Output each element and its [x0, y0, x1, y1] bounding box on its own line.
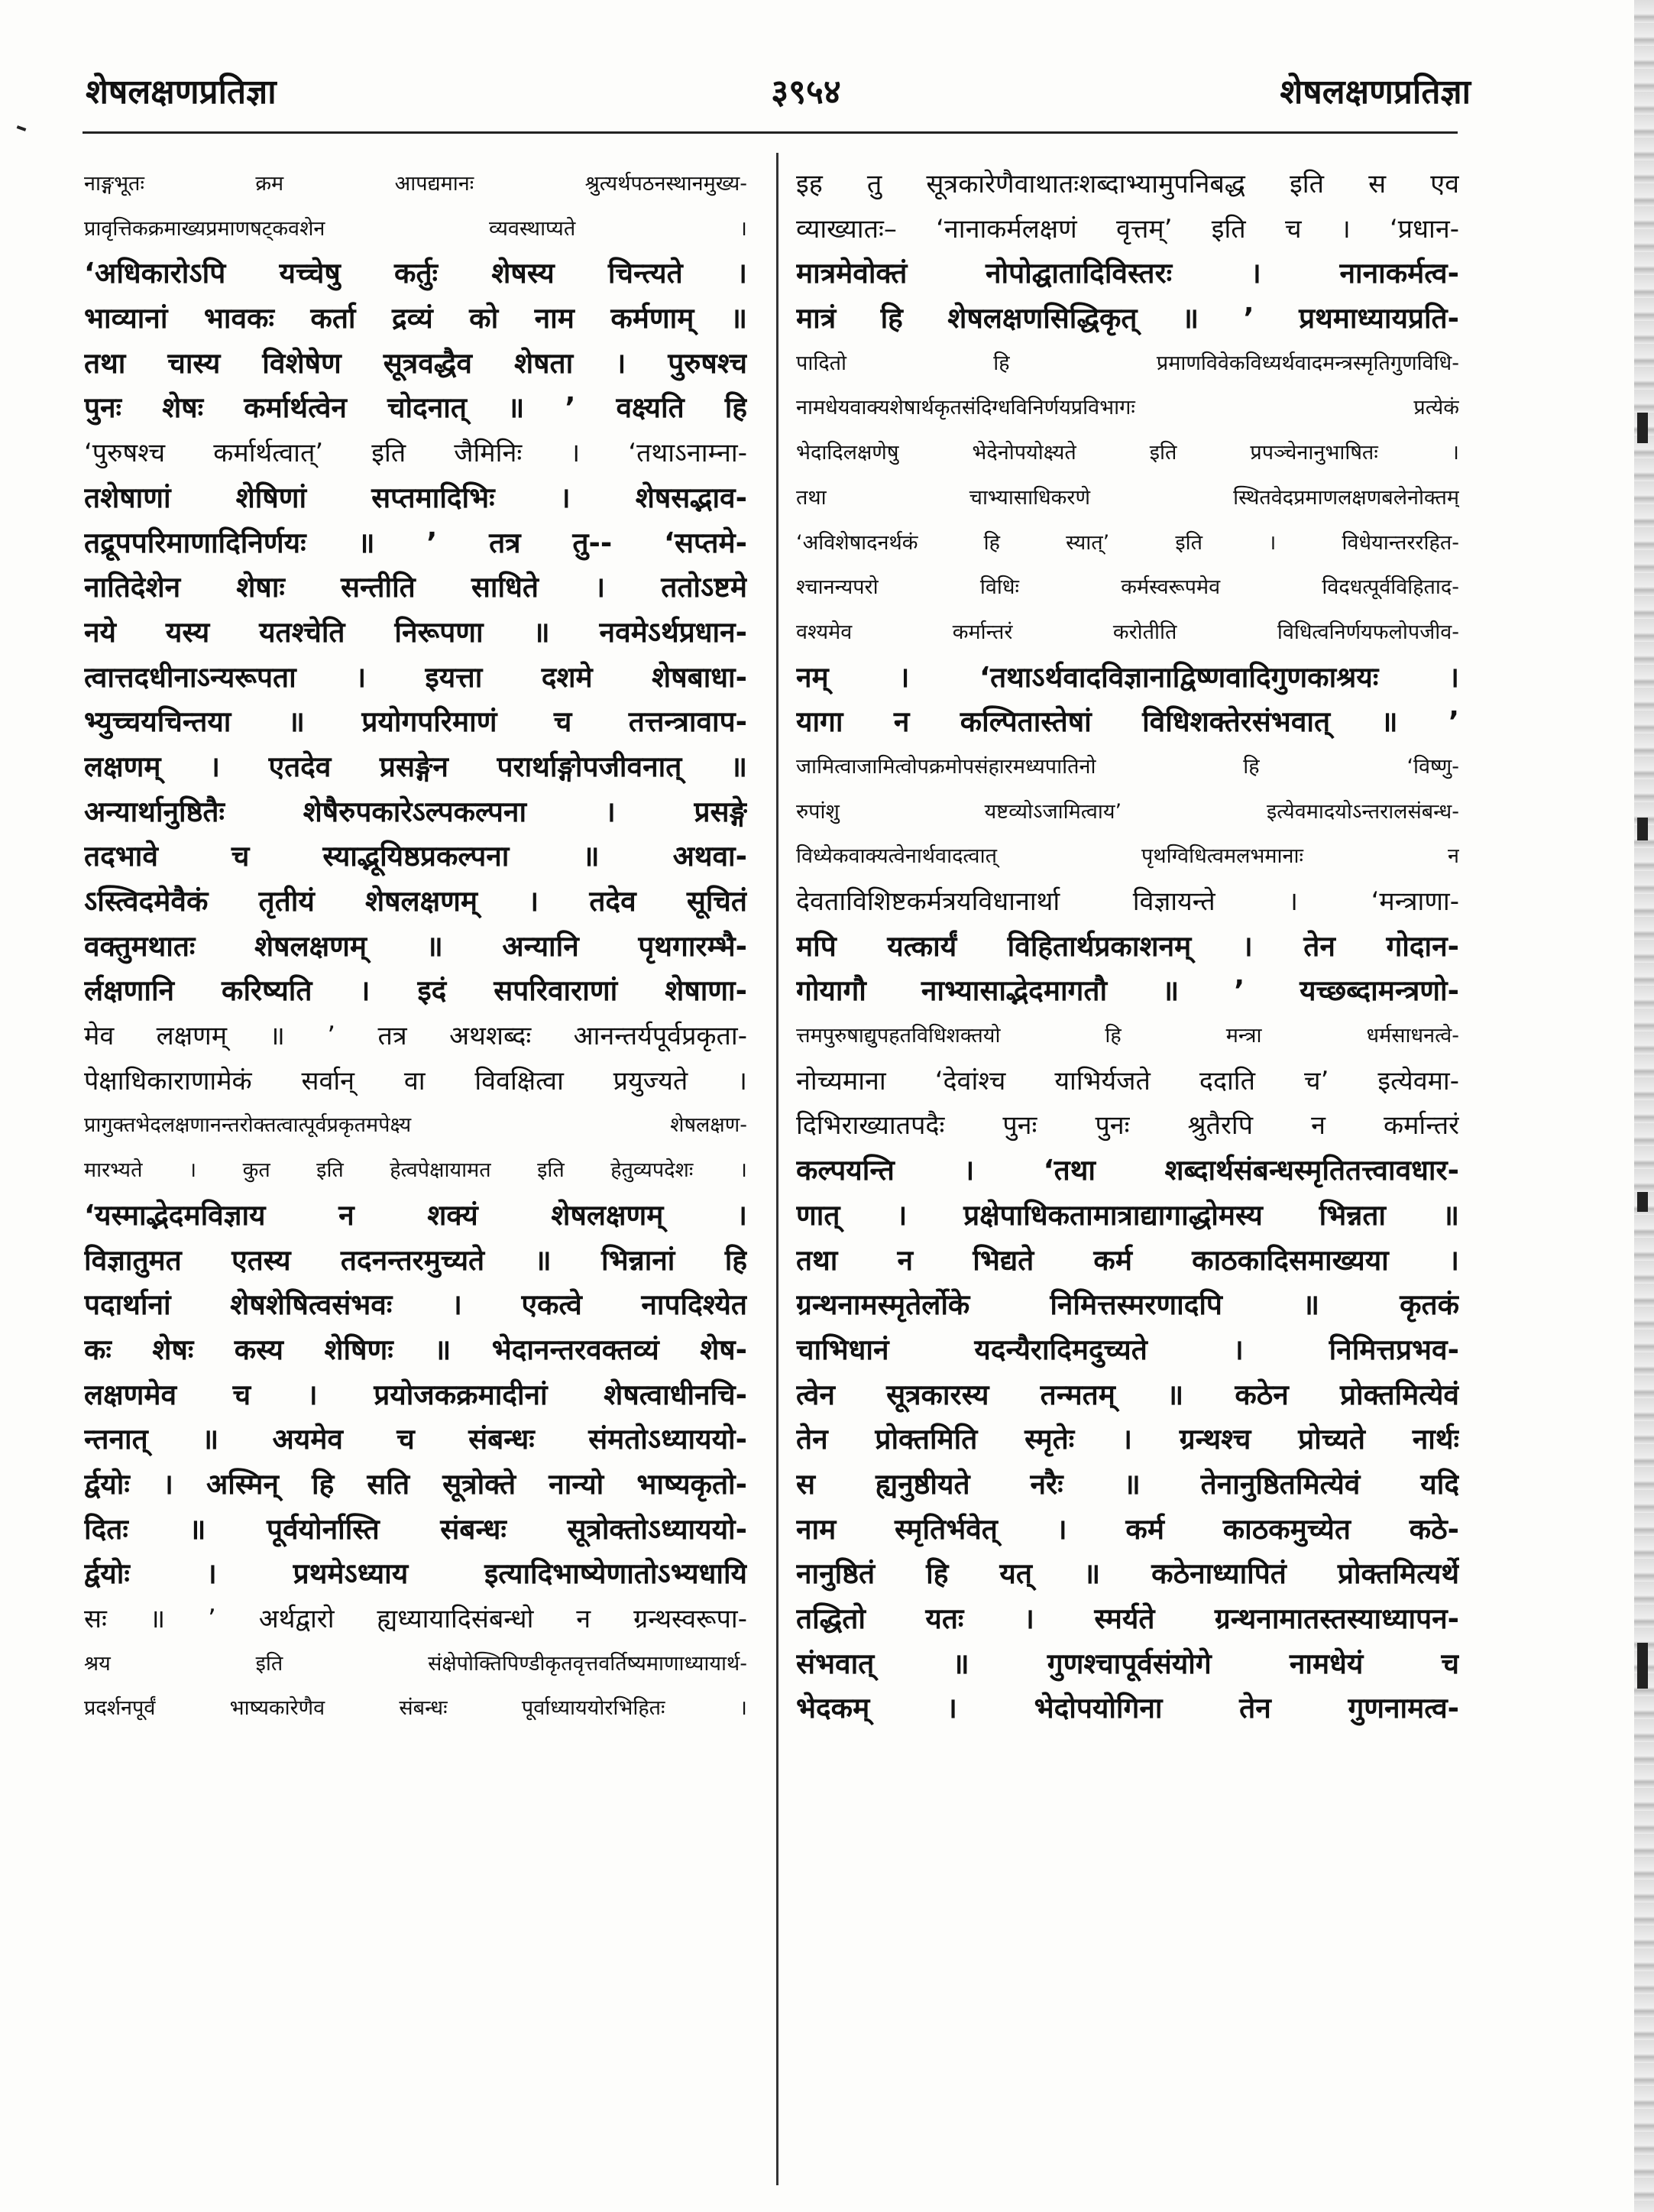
edge-mark: [1637, 818, 1648, 840]
text-line: प्रदर्शनपूर्वं भाष्यकारेणैव संबन्धः पूर्वाध्याययोरभिहितः ।: [84, 1696, 747, 1721]
text-line: सः ॥ ’ अर्थद्वारो ह्यध्यायादिसंबन्धो न ग्रन्थस्वरूपा-: [84, 1604, 747, 1634]
text-line: वश्यमेव कर्मान्तरं करोतीति विधित्वनिर्णयफलोपजीव-: [796, 620, 1459, 644]
text-line: विज्ञातुमत एतस्य तदनन्तरमुच्यते ॥ भिन्नानां हि: [84, 1243, 747, 1277]
text-line: तद्धितो यतः । स्मर्यते ग्रन्थनामातस्तस्याध्यापन-: [796, 1602, 1459, 1635]
text-line: नामधेयवाक्यशेषार्थकृतसंदिग्धविनिर्णयप्रविभागः प्रत्येकं: [796, 396, 1459, 420]
text-line: नातिदेशेन शेषाः सन्तीति साधिते । ततोऽष्टमे: [84, 571, 747, 604]
text-line: तदभावे च स्याद्भूयिष्ठप्रकल्पना ॥ अथवा-: [84, 840, 747, 873]
right-column: [796, 162, 1459, 1731]
text-line: तद्रूपपरिमाणादिनिर्णयः ॥ ’ तत्र तु-- ‘सप्तमे-: [84, 526, 747, 559]
left-column: [84, 162, 747, 1731]
text-line: पुनः शेषः कर्मार्थत्वेन चोदनात् ॥ ’ वक्ष्यति हि: [84, 391, 747, 425]
text-line: मारभ्यते । कुत इति हेत्वपेक्षायामत इति हेतुव्यपदेशः ।: [84, 1158, 747, 1183]
edge-mark: [1637, 1192, 1648, 1212]
text-line: ‘अधिकारोऽपि यच्चेषु कर्तुः शेषस्य चिन्त्यते ।: [84, 257, 747, 290]
text-line: लक्षणमेव च । प्रयोजकक्रमादीनां शेषत्वाधीनचि-: [84, 1378, 747, 1411]
text-line: ‘पुरुषश्च कर्मार्थत्वात्’ इति जैमिनिः । ‘तथाऽनाम्ना-: [84, 438, 747, 469]
text-line: देवताविशिष्टकर्मत्रयविधानार्था विज्ञायन्ते । ‘मन्त्राणा-: [796, 886, 1459, 917]
text-line: स ह्यनुष्ठीयते नरैः ॥ तेनानुष्ठितमित्येवं यदि: [796, 1467, 1459, 1501]
text-line: कः शेषः कस्य शेषिणः ॥ भेदानन्तरवक्तव्यं शेष-: [84, 1333, 747, 1366]
text-line: लक्षणम् । एतदेव प्रसङ्गेन परार्थाङ्गोपजीवनात् ॥: [84, 750, 747, 783]
text-line: त्वेन सूत्रकारस्य तन्मतम् ॥ कठेन प्रोक्तमित्येवं: [796, 1378, 1459, 1411]
text-line: प्रागुक्तभेदलक्षणानन्तरोक्तत्वात्पूर्वप्रकृतमपेक्ष्य शेषलक्षण-: [84, 1113, 747, 1138]
text-line: त्वात्तदधीनाऽन्यरूपता । इयत्ता दशमे शेषबाधा-: [84, 660, 747, 694]
text-line: र्द्वयोः । प्रथमेऽध्याय इत्यादिभाष्येणातोऽभ्यधायि: [84, 1557, 747, 1591]
text-line: गोयागौ नाभ्यासाद्भेदमागतौ ॥ ’ यच्छब्दामन्त्रणो-: [796, 974, 1459, 1008]
text-line: नाङ्गभूतः क्रम आपद्यमानः श्रुत्यर्थपठनस्थानमुख्य-: [84, 172, 747, 196]
text-line: णात् । प्रक्षेपाधिकतामात्राद्यागाद्धोमस्य भिन्नता ॥: [796, 1198, 1459, 1232]
text-line: मेव लक्षणम् ॥ ’ तत्र अथशब्दः आनन्तर्यपूर्वप्रकृता-: [84, 1021, 747, 1052]
text-line: त्तमपुरुषाद्युपहतविधिशक्तयो हि मन्त्रा धर्मसाधनत्वे-: [796, 1024, 1459, 1048]
text-line: मपि यत्कार्यं विहितार्थप्रकाशनम् । तेन गोदान-: [796, 929, 1459, 963]
text-line: वक्तुमथातः शेषलक्षणम् ॥ अन्यानि पृथगारम्भै-: [84, 929, 747, 963]
text-line: संभवात् ॥ गुणश्चापूर्वसंयोगे नामधेयं च: [796, 1647, 1459, 1680]
text-line: भेदकम् । भेदोपयोगिना तेन गुणनामत्व-: [796, 1692, 1459, 1725]
text-line: नानुष्ठितं हि यत् ॥ कठेनाध्यापितं प्रोक्तमित्यर्थे: [796, 1557, 1459, 1591]
text-line: ग्रन्थनामस्मृतेर्लोके निमित्तस्मरणादपि ॥ कृतकं: [796, 1288, 1459, 1322]
text-line: तथा चास्य विशेषेण सूत्रवद्धैव शेषता । पुरुषश्च: [84, 346, 747, 380]
text-line: नोच्यमाना ‘देवांश्च याभिर्यजते ददाति च’ इत्येवमा-: [796, 1065, 1459, 1096]
text-line: इह तु सूत्रकारेणैवाथातःशब्दाभ्यामुपनिबद्ध इति स एव: [796, 169, 1459, 199]
text-line: मात्रं हि शेषलक्षणसिद्धिकृत् ॥ ’ प्रथमाध्यायप्रति-: [796, 302, 1459, 335]
text-line: न्तनात् ॥ अयमेव च संबन्धः संमतोऽध्याययो-: [84, 1423, 747, 1456]
text-line: श्रय इति संक्षेपोक्तिपिण्डीकृतवृत्तवर्तिष्यमाणाध्यायार्थ-: [84, 1651, 747, 1676]
text-line: नये यस्य यतश्चेति निरूपणा ॥ नवमेऽर्थप्रधान-: [84, 615, 747, 649]
edge-mark: [1637, 1643, 1648, 1689]
text-line: पदार्थानां शेषशेषित्वसंभवः । एकत्वे नापदिश्येत: [84, 1288, 747, 1322]
text-line: प्रावृत्तिकक्रमाख्यप्रमाणषट्कवशेन व्यवस्थाप्यते ।: [84, 216, 747, 241]
text-line: व्याख्यातः– ‘नानाकर्मलक्षणं वृत्तम्’ इति च । ‘प्रधान-: [796, 213, 1459, 245]
text-line: यागा न कल्पितास्तेषां विधिशक्तेरसंभवात् ॥ ’: [796, 705, 1459, 739]
edge-mark: [1637, 413, 1648, 443]
text-line: र्द्वयोः । अस्मिन् हि सति सूत्रोक्ते नान्यो भाष्यकृतो-: [84, 1467, 747, 1501]
text-line: भेदादिलक्षणेषु भेदेनोपयोक्ष्यते इति प्रपञ्चेनानुभाषितः ।: [796, 441, 1459, 465]
text-line: तथा चाभ्यासाधिकरणे स्थितवेदप्रमाणलक्षणबलेनोक्तम्: [796, 485, 1459, 510]
text-line: भाव्यानां भावकः कर्ता द्रव्यं को नाम कर्मणाम् ॥: [84, 302, 747, 335]
text-line: नम् । ‘तथाऽर्थवादविज्ञानाद्विष्णवादिगुणकाश्रयः ।: [796, 660, 1459, 694]
text-line: चाभिधानं यदन्यैरादिमदुच्यते । निमित्तप्रभव-: [796, 1333, 1459, 1366]
page-number: ३९५४: [771, 73, 841, 112]
text-line: तथा न भिद्यते कर्म काठकादिसमाख्यया ।: [796, 1243, 1459, 1277]
text-line: पादितो हि प्रमाणविवेकविध्यर्थवादमन्त्रस्मृतिगुणविधि-: [796, 351, 1459, 375]
text-line: मात्रमेवोक्तं नोपोद्घातादिविस्तरः । नानाकर्मत्व-: [796, 257, 1459, 290]
column-divider: [776, 153, 778, 2185]
text-line: पेक्षाधिकाराणामेकं सर्वान् वा विवक्षित्वा प्रयुज्यते ।: [84, 1065, 747, 1096]
text-line: दितः ॥ पूर्वयोर्नास्ति संबन्धः सूत्रोक्तोऽध्याययो-: [84, 1512, 747, 1546]
margin-mark: [17, 125, 27, 131]
text-line: तेन प्रोक्तमिति स्मृतेः । ग्रन्थश्च प्रोच्यते नार्थः: [796, 1423, 1459, 1456]
text-line: ‘अविशेषादनर्थकं हि स्यात्’ इति । विधेयान्तररहित-: [796, 530, 1459, 555]
text-line: दिभिराख्यातपदैः पुनः पुनः श्रुतैरपि न कर्मान्तरं: [796, 1110, 1459, 1142]
text-line: ऽस्त्विदमेवैकं तृतीयं शेषलक्षणम् । तदेव सूचितं: [84, 885, 747, 918]
text-line: श्चानन्यपरो विधिः कर्मस्वरूपमेव विदधत्पूर्वविहिताद-: [796, 575, 1459, 600]
text-line: विध्येकवाक्यत्वेनार्थवादत्वात् पृथग्विधित्वमलभमानाः न: [796, 844, 1459, 869]
text-line: अन्यार्थानुष्ठितैः शेषैरुपकारेऽल्पकल्पना । प्रसङ्गे: [84, 795, 747, 828]
text-line: रुपांशु यष्टव्योऽजामित्वाय’ इत्येवमादयोऽन्तरालसंबन्ध-: [796, 799, 1459, 824]
text-line: र्लक्षणानि करिष्यति । इदं सपरिवाराणां शेषाणा-: [84, 974, 747, 1008]
running-head-left: शेषलक्षणप्रतिज्ञा: [86, 73, 277, 112]
text-line: भ्युच्चयचिन्तया ॥ प्रयोगपरिमाणं च तत्तन्त्रावाप-: [84, 705, 747, 739]
text-line: नाम स्मृतिर्भवेत् । कर्म काठकमुच्येत कठे-: [796, 1512, 1459, 1546]
header-rule: [83, 131, 1458, 134]
text-line: जामित्वाजामित्वोपक्रमोपसंहारमध्यपातिनो हि ‘विष्णु-: [796, 754, 1459, 779]
running-head-right: शेषलक्षणप्रतिज्ञा: [1280, 73, 1471, 112]
text-line: कल्पयन्ति । ‘तथा शब्दार्थसंबन्धस्मृतितत्त्वावधार-: [796, 1154, 1459, 1187]
binding-edge: [1634, 0, 1654, 2212]
text-line: ‘यस्माद्भेदमविज्ञाय न शक्यं शेषलक्षणम् ।: [84, 1198, 747, 1232]
text-line: तशेषाणां शेषिणां सप्तमादिभिः । शेषसद्भाव-: [84, 481, 747, 514]
